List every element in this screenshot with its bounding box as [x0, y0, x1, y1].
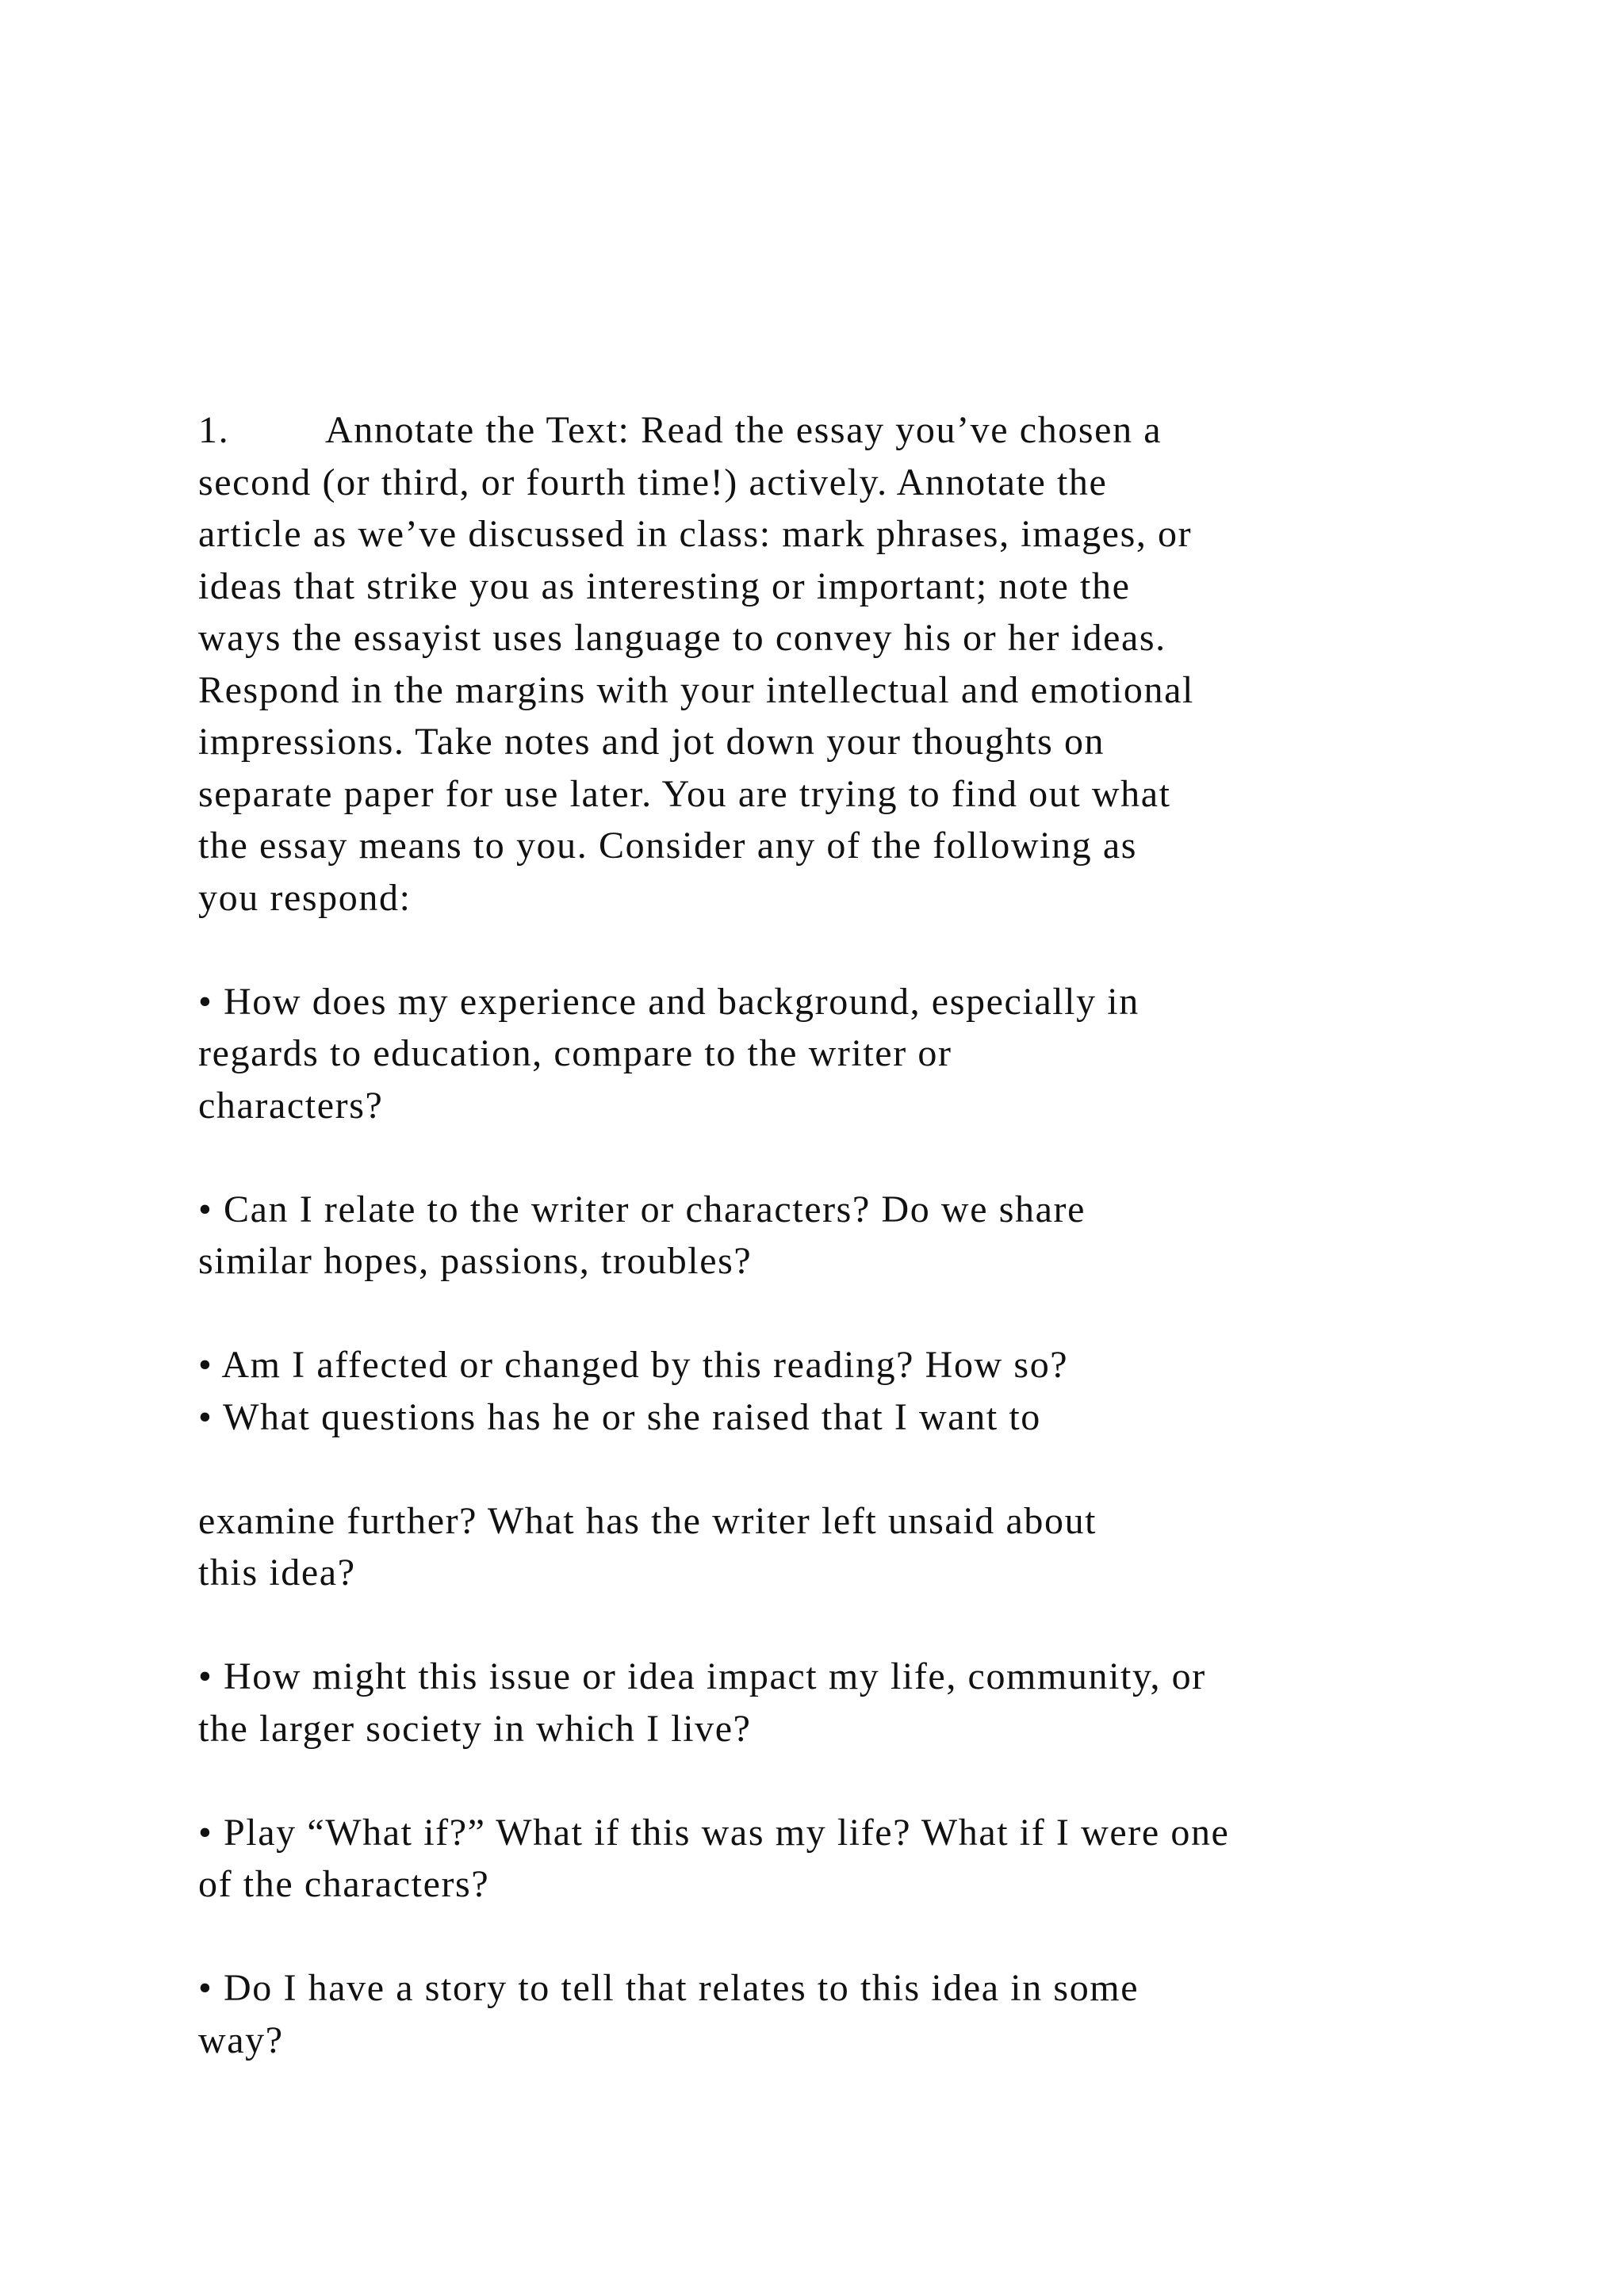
paragraph-line: ways the essayist uses language to convey his or her ideas. [198, 617, 1166, 659]
bullet-item [198, 1651, 1507, 1755]
bullet-item [198, 1807, 1507, 1911]
document-body [198, 404, 1507, 2066]
item-number: 1. [198, 409, 230, 451]
bullet-item [198, 1962, 1507, 2066]
paragraph-line: you respond: [198, 876, 412, 919]
bullet-line: way? [198, 2019, 284, 2061]
bullet-line: examine further? What has the writer left unsaid about [198, 1499, 1097, 1542]
bullet-line: • Do I have a story to tell that relates to this idea in some [198, 1967, 1139, 2009]
bullet-line: similar hopes, passions, troubles? [198, 1240, 753, 1282]
paragraph-line: impressions. Take notes and jot down your thoughts on [198, 721, 1105, 763]
paragraph-line: ideas that strike you as interesting or important; note the [198, 564, 1131, 607]
bullet-item [198, 1184, 1507, 1288]
bullet-item [198, 1495, 1507, 1599]
spacer [198, 1911, 1507, 1963]
spacer [198, 1131, 1507, 1184]
paragraph-line: Respond in the margins with your intellectual and emotional [198, 668, 1194, 711]
paragraph-line: article as we’ve discussed in class: mark phrases, images, or [198, 513, 1193, 555]
bullet-line: regards to education, compare to the writer or [198, 1032, 952, 1074]
paragraph-text: Annotate the Text: Read the essay you’ve chosen a [325, 409, 1162, 451]
spacer [198, 1443, 1507, 1495]
paragraph-line: the essay means to you. Consider any of the following as [198, 825, 1138, 867]
bullet-item [198, 1339, 1507, 1443]
spacer [198, 1599, 1507, 1651]
bullet-item [198, 976, 1507, 1132]
bullet-line: • Play “What if?” What if this was my life? What if I were one [198, 1811, 1230, 1854]
bullet-line: this idea? [198, 1552, 356, 1594]
bullet-line: • How might this issue or idea impact my life, community, or [198, 1655, 1206, 1697]
paragraph-line [198, 404, 1507, 457]
bullet-line: of the characters? [198, 1863, 490, 1905]
bullet-line: the larger society in which I live? [198, 1707, 752, 1750]
bullet-line: • What questions has he or she raised that I want to [198, 1395, 1041, 1438]
bullet-line: characters? [198, 1084, 384, 1127]
bullet-line: • Am I affected or changed by this reading? How so? [198, 1344, 1069, 1386]
bullet-line: • Can I relate to the writer or characters? Do we share [198, 1188, 1086, 1230]
paragraph-line: separate paper for use later. You are trying to find out what [198, 772, 1171, 815]
spacer [198, 924, 1507, 976]
spacer [198, 1755, 1507, 1807]
spacer [198, 1288, 1507, 1340]
bullet-line: • How does my experience and background, especially in [198, 980, 1139, 1023]
paragraph-line: second (or third, or fourth time!) actively. Annotate the [198, 461, 1108, 503]
